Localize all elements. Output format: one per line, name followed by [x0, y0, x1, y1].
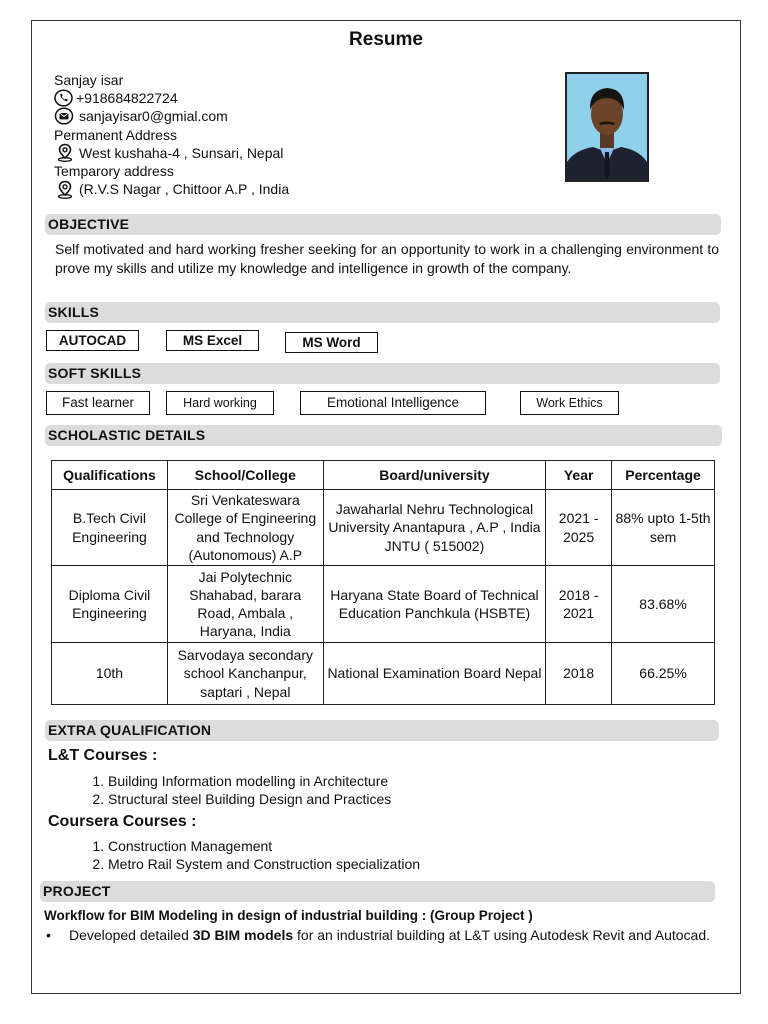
lt-courses-title: L&T Courses :: [48, 747, 158, 764]
coursera-courses-list: [90, 837, 420, 874]
table-cell: Sri Venkateswara College of Engineering and Technology (Autonomous) A.P: [167, 490, 323, 566]
contact-block: [54, 71, 289, 198]
scholastic-table: [51, 460, 715, 705]
table-cell: 83.68%: [612, 566, 715, 643]
phone-number: +918684822724: [76, 90, 178, 107]
table-cell: 2018 - 2021: [546, 566, 612, 643]
soft-skills-heading: SOFT SKILLS: [45, 363, 720, 384]
permanent-label: Permanent Address: [54, 126, 177, 143]
location-pin-icon: [54, 143, 76, 162]
table-cell: B.Tech Civil Engineering: [52, 490, 168, 566]
table-row: [52, 490, 715, 566]
profile-photo: [565, 72, 649, 182]
column-header: School/College: [167, 461, 323, 490]
list-item: 1. Construction Management: [108, 837, 420, 855]
contact-email-row: [54, 107, 289, 125]
soft-skill-chip: Emotional Intelligence: [300, 391, 486, 415]
email-address: sanjayisar0@gmial.com: [79, 108, 228, 125]
column-header: Year: [546, 461, 612, 490]
table-cell: Diploma Civil Engineering: [52, 566, 168, 643]
table-cell: Sarvodaya secondary school Kanchanpur, saptari , Nepal: [167, 643, 323, 705]
table-cell: National Examination Board Nepal: [323, 643, 546, 705]
table-row: [52, 643, 715, 705]
temporary-label: Temparory address: [54, 162, 174, 179]
table-cell: Jai Polytechnic Shahabad, barara Road, Ambala , Haryana, India: [167, 566, 323, 643]
page-title: Resume: [349, 29, 423, 50]
contact-phone-row: [54, 89, 289, 107]
permanent-address: West kushaha-4 , Sunsari, Nepal: [79, 144, 284, 161]
project-bullets: [68, 926, 718, 946]
list-item: 2. Structural steel Building Design and Practices: [108, 790, 391, 808]
skills-heading: SKILLS: [45, 302, 720, 323]
project-heading: PROJECT: [40, 881, 715, 902]
list-item: • Developed detailed 3D BIM models for an industrial building at L&T using Autodesk Revit and Autocad.: [68, 926, 718, 946]
table-cell: 2021 - 2025: [546, 490, 612, 566]
table-cell: 88% upto 1-5th sem: [612, 490, 715, 566]
temporary-address: (R.V.S Nagar , Chittoor A.P , India: [79, 181, 290, 198]
table-cell: 2018: [546, 643, 612, 705]
phone-icon: [54, 89, 73, 107]
objective-text: Self motivated and hard working fresher seeking for an opportunity to work in a challenging environment to prove my skills and utilize my knowledge and intelligence in growth of the company.: [55, 241, 719, 276]
extra-qualification-heading: EXTRA QUALIFICATION: [45, 720, 719, 741]
list-item: 2. Metro Rail System and Construction specialization: [108, 855, 420, 873]
column-header: Board/university: [323, 461, 546, 490]
objective-heading: OBJECTIVE: [45, 214, 721, 235]
table-row: [52, 566, 715, 643]
skill-chip: AUTOCAD: [46, 330, 139, 351]
resume-page: [31, 20, 741, 994]
contact-name: Sanjay isar: [54, 72, 124, 88]
soft-skill-chip: Hard working: [166, 391, 274, 415]
table-cell: 10th: [52, 643, 168, 705]
person-portrait-icon: [567, 74, 647, 180]
column-header: Qualifications: [52, 461, 168, 490]
table-cell: 66.25%: [612, 643, 715, 705]
table-cell: Haryana State Board of Technical Education Panchkula (HSBTE): [323, 566, 546, 643]
table-header-row: [52, 461, 715, 490]
location-pin-icon: [54, 180, 76, 199]
table-cell: Jawaharlal Nehru Technological University Anantapura , A.P , India JNTU ( 515002): [323, 490, 546, 566]
coursera-courses-title: Coursera Courses :: [48, 813, 197, 830]
list-item: 1. Building Information modelling in Architecture: [108, 772, 391, 790]
column-header: Percentage: [612, 461, 715, 490]
skill-chip: MS Word: [285, 332, 378, 353]
project-title: Workflow for BIM Modeling in design of industrial building : (Group Project ): [44, 908, 533, 923]
soft-skill-chip: Fast learner: [46, 391, 150, 415]
skill-chip: MS Excel: [166, 330, 259, 351]
email-icon: [54, 107, 76, 125]
scholastic-heading: SCHOLASTIC DETAILS: [45, 425, 722, 446]
temporary-address-row: [54, 180, 289, 198]
soft-skill-chip: Work Ethics: [520, 391, 619, 415]
lt-courses-list: [90, 772, 391, 809]
permanent-address-row: [54, 144, 289, 162]
